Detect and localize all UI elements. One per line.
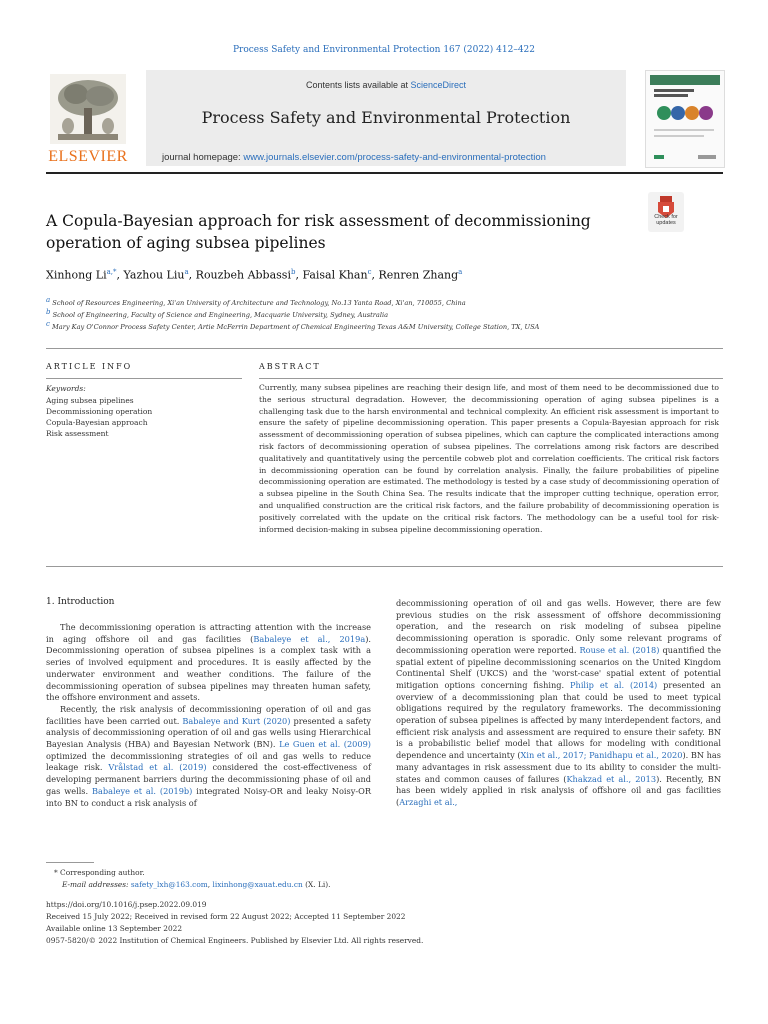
affiliation-mark: b [46,308,51,316]
affiliation-text: School of Engineering, Faculty of Science and Engineering, Macquarie University, Sydney, Australia [52,311,388,320]
journal-homepage [162,152,546,163]
text-run: optimized the decommissioning strategies of oil and gas wells to reduce leakage risk. [46,750,371,773]
author-affiliation-marker[interactable]: a [458,268,463,276]
affiliation-b [46,308,388,319]
citation-link[interactable]: Rouse et al. (2018) [579,644,660,655]
affiliation-mark: a [46,296,51,304]
author-name[interactable]: Rouzbeh Abbassi [195,268,291,282]
text-run: The decommissioning operation is attracting attention with the increase in aging offshore oil and gas facilities ( [46,622,371,644]
text-run: Recently, the risk analysis of decommissioning operation of oil and gas facilities have been carried out. [46,703,371,726]
abstract-rule [259,378,723,379]
author-affiliation-marker[interactable]: b [290,268,296,276]
article-info-rule [46,378,242,379]
text-run: presented an overview of a decommissioning plan that could be used to meet typical obligations required by the regulatory frameworks. The decommissioning operation of subsea pipelines is affected by many interdependent factors, and efficient risk analysis and assessment are required to ensure their safety. BN is a probabilistic belief model that allows for modeling with conditional dependence and uncertainty ( [396,679,721,761]
affiliation-c [46,320,539,331]
contents-line [146,80,626,90]
article-title [46,210,606,254]
author-list [46,268,462,282]
citation-link[interactable]: Babaleye et al. (2019b) [92,785,193,796]
keyword-item: Risk assessment [46,429,109,438]
citation-link[interactable]: Xin et al., 2017; Panidhapu et al., 2020 [520,750,683,761]
journal-cover-thumbnail[interactable] [645,70,725,168]
email-separator: , [207,880,213,889]
author-affiliation-marker[interactable]: a [184,268,189,276]
keyword-item: Copula-Bayesian approach [46,418,148,427]
text-run: decommissioning operation of oil and gas wells. However, there are few previous studies on the risk assessment of offshore decommissioning operation, and the research on risk modeling of subsea pipeline decommissioning operation is sporadic. Only some relevant programs of decommissioning operation were reported. [396,598,721,655]
citation-link[interactable]: Babaleye et al., 2019a [253,633,366,644]
email-suffix: (X. Li). [302,880,331,889]
article-title-line-1: A Copula-Bayesian approach for risk assessment of decommissioning [46,212,591,230]
affiliation-a [46,296,466,307]
author-affiliation-marker[interactable]: a,* [106,268,117,276]
journal-title: Process Safety and Environmental Protection [201,108,571,127]
intro-right-column [396,598,721,809]
check-for-updates-label: Check for updates [654,214,678,226]
author-name[interactable]: Yazhou Liu [123,268,185,282]
elsevier-tree-icon [50,74,126,144]
elsevier-logo [46,70,130,166]
author-separator: , [295,268,303,282]
author-separator: , [188,268,196,282]
contents-prefix: Contents lists available at [305,80,411,90]
email-link[interactable]: lixinhong@xauat.edu.cn [212,880,303,889]
abstract-body: Currently, many subsea pipelines are reaching their design life, and most of them need to be decommissioned due to the serious structural degradation. However, the decommissioning operation of aging subsea pipelines is a challenging task due to the harsh environmental and technical complexity. An efficient risk assessment is important to ensure the safety of pipeline decommissioning operation. This paper presents a Copula-Bayesian approach for risk assessment of decommissioning operation of subsea pipelines, which can capture the complicated interactions among risk factors of decommissioning operation of subsea pipelines. The correlations among risk factors are described qualitatively and quantitatively using the percentile cobweb plot and correlation coefficients. The critical risk factors in decommissioning operation can be found by correlation analysis. Finally, the failure probabilities of pipeline decommissioning operation are estimated. The methodology is tested by a case study of decommissioning operation of a subsea pipeline in the South China Sea. The results indicate that the improper cutting technique, operation error, and unqualified construction are the critical risk factors, and the failure probability of decommissioning operation is positively correlated with the update on the critical risk factors. The methodology can be a useful tool for risk-informed decision-making in subsea pipeline decommissioning operation. [259,383,719,534]
affiliation-text: Mary Kay O'Connor Process Safety Center, Artie McFerrin Department of Chemical Engineering Texas A&M University, College Station, TX, USA [52,323,540,332]
text-run: ). Recently, BN has been widely applied in risk analysis of offshore oil and gas facilities ( [396,773,721,807]
author-separator: , [116,268,124,282]
received-dates: Received 15 July 2022; Received in revised form 22 August 2022; Accepted 11 September 2022 [46,912,406,921]
citation-link[interactable]: Vrålstad et al. (2019) [108,762,207,773]
author-name[interactable]: Renren Zhang [378,268,459,282]
journal-cover-icon [646,71,724,167]
text-run: integrated Noisy-OR and leaky Noisy-OR into BN to conduct a risk analysis of [46,785,371,808]
keyword-item: Aging subsea pipelines [46,396,134,405]
intro-left-column [46,622,371,809]
text-run: ). Decommissioning operation of subsea pipelines is a complex task with a series of involved equipment and procedures. It is easily affected by the underwater environment and weather conditions. The failure of the decommissioning operation of subsea pipelines may threaten human safety, the offshore environment and assets. [46,633,371,703]
footnote-rule [46,862,94,863]
author-affiliation-marker[interactable]: c [367,268,372,276]
abstract-heading: ABSTRACT [259,362,321,371]
keywords-label: Keywords: [46,384,86,393]
journal-reference[interactable]: Process Safety and Environmental Protection 167 (2022) 412–422 [232,45,535,55]
citation-link[interactable]: Babaleye and Kurt (2020) [182,715,291,726]
citation-link[interactable]: Arzaghi et al., [399,796,458,807]
corresponding-author-note: * Corresponding author. [54,868,145,877]
text-run: considered the cost-effectiveness of developing permanent barriers during the decommissioning phase of oil and gas wells. [46,762,371,796]
sciencedirect-link[interactable]: ScienceDirect [410,80,467,90]
email-addresses [62,880,330,889]
copyright-notice: 0957-5820/© 2022 Institution of Chemical Engineers. Published by Elsevier Ltd. All rights reserved. [46,936,424,945]
section-rule [46,348,723,349]
elsevier-wordmark: ELSEVIER [48,148,128,165]
doi-link[interactable]: https://doi.org/10.1016/j.psep.2022.09.019 [46,900,207,909]
homepage-link[interactable]: www.journals.elsevier.com/process-safety-and-environmental-protection [243,152,546,163]
article-title-line-2: operation of aging subsea pipelines [46,234,326,252]
homepage-label: journal homepage: [162,152,244,163]
email-label: E-mail addresses: [62,880,131,889]
intro-paragraph-1 [46,622,371,704]
available-online-date: Available online 13 September 2022 [46,924,183,933]
affiliation-mark: c [46,320,50,328]
introduction-heading: 1. Introduction [46,597,115,607]
citation-link[interactable]: Khakzad et al., 2013 [566,773,657,784]
abstract-bottom-rule [46,566,723,567]
citation-link[interactable]: Le Guen et al. (2009) [279,739,371,750]
crossmark-icon [646,192,686,232]
text-run: presented a safety analysis of decommissioning operation of oil and gas wells using Hierarchical Bayesian Analysis (HBA) and Bayesian Network (BN). [46,715,371,750]
email-link[interactable]: safety_lxh@163.com [130,880,208,889]
intro-paragraph-2 [46,704,371,809]
keyword-item: Decommissioning operation [46,407,153,416]
affiliation-text: School of Resources Engineering, Xi'an University of Architecture and Technology, No.13 Yanta Road, Xi'an, 710055, China [52,299,466,308]
author-name[interactable]: Xinhong Li [46,268,107,282]
header-rule [46,172,723,174]
text-run: ). BN has many advantages in risk assessment due to its ability to consider the multi-states and common causes of failures ( [396,750,722,784]
author-name[interactable]: Faisal Khan [302,268,368,282]
check-for-updates-badge[interactable] [646,192,686,232]
author-separator: , [371,268,379,282]
article-info-heading: ARTICLE INFO [46,362,133,371]
text-run: quantified the spatial extent of pipeline decommissioning scenarios on the United Kingdom Continental Shelf (UKCS) and the 'worst-case' spatial extent of potential mitigation options concerning fishing. [396,644,721,690]
citation-link[interactable]: Philip et al. (2014) [570,679,658,690]
